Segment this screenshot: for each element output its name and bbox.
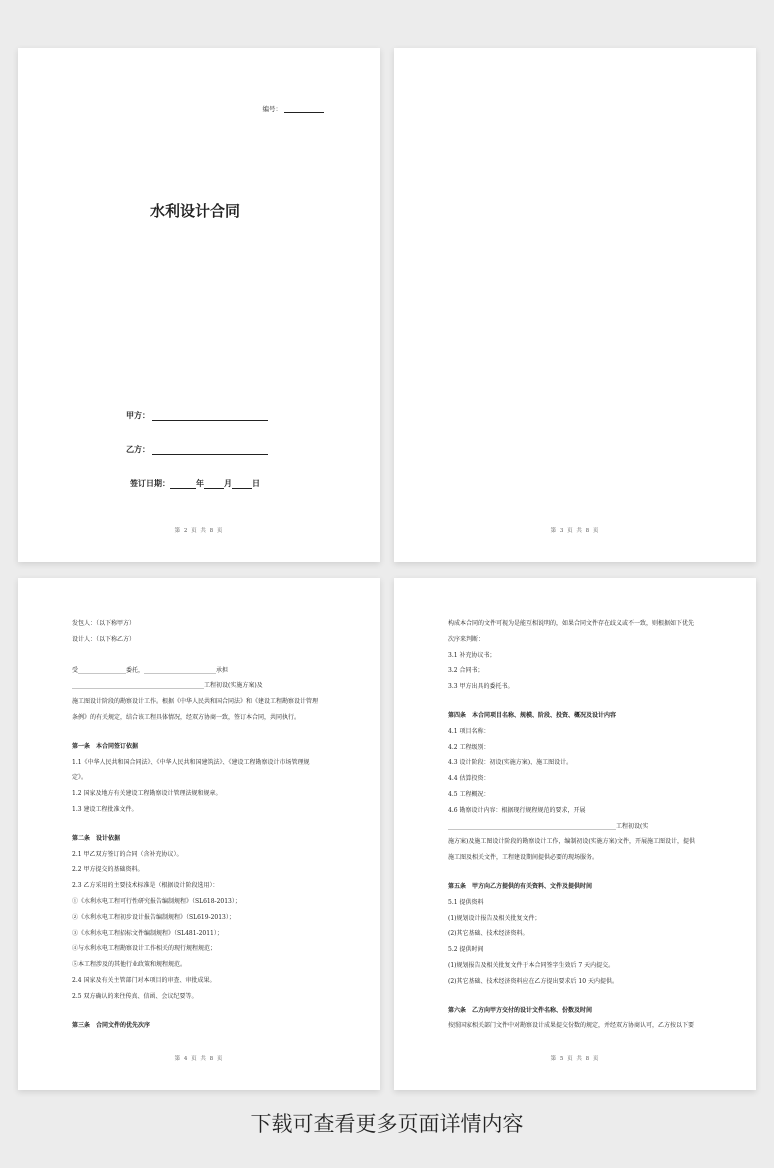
article-heading: 第二条 设计依据 (72, 834, 121, 842)
contract-title: 水利设计合同 (150, 202, 241, 220)
page-content (448, 616, 702, 1034)
cover-page (18, 48, 380, 562)
text-line: ①《水利水电工程可行性研究报告编制规程》（SL618-2013）； (72, 897, 241, 905)
party-a-label: 甲方： (126, 411, 150, 420)
contract-page-5 (394, 578, 756, 1090)
text-line: 1.1《中华人民共和国合同法》、《中华人民共和国建筑法》、《建设工程勘察设计市场管理规 (72, 758, 310, 766)
serial-blank (284, 112, 324, 113)
text-line: 4.5 工程概况： (448, 790, 490, 798)
text-line: ____________________________________________工程初设(实施方案)及 (72, 682, 263, 690)
download-caption: 下载可查看更多页面详情内容 (250, 1112, 524, 1136)
text-line: 4.6 勘察设计内容：根据现行规程规范的要求，开展 (448, 806, 586, 814)
sign-date-field (130, 478, 260, 489)
text-line: 4.1 项目名称： (448, 727, 490, 735)
text-line: 3.2 合同书； (448, 667, 484, 675)
text-line: 3.3 甲方出具的委托书。 (448, 683, 514, 691)
text-line: (1)规划报告及相关批复文件于本合同签字生效后 7 天内提交。 (448, 961, 615, 969)
text-line: 4.4 估算投资： (448, 775, 490, 783)
text-line: 2.2 甲方提交的基础资料。 (72, 866, 144, 874)
article-heading: 第五条 甲方向乙方提供的有关资料、文件及提供时间 (448, 882, 593, 890)
text-line: ________________________________________________________工程初设(实 (448, 822, 649, 830)
text-line: ④与水利水电工程勘察设计工作相关的现行规程规范； (72, 945, 217, 953)
text-line: (1)规划设计报告及相关批复文件； (448, 914, 541, 922)
watermark (101, 488, 121, 512)
blank-page (394, 48, 756, 562)
spacer (72, 648, 326, 663)
text-line: 2.5 双方确认的来往传真、信函、会议纪要等。 (72, 992, 198, 1000)
text-line: 4.3 设计阶段：初设(实施方案)、施工图设计。 (448, 759, 573, 767)
text-line: 受________________委托，________________________承担 (72, 666, 229, 674)
party-a-field (126, 410, 268, 421)
text-line: 1.3 建设工程批准文件。 (72, 805, 138, 813)
text-line: 1.2 国家及地方有关建设工程勘察设计管理法规和规章。 (72, 790, 222, 798)
article-heading: 第一条 本合同签订依据 (72, 742, 139, 750)
text-line: 4.2 工程级别： (448, 743, 490, 751)
serial-number (263, 104, 325, 113)
text-line: 构成本合同的文件可视为是能互相说明的，如果合同文件存在歧义或不一致，则根据如下优先 (448, 620, 695, 627)
article-heading: 第六条 乙方向甲方交付的设计文件名称、份数及时间 (448, 1006, 593, 1014)
article-heading: 第四条 本合同项目名称、规模、阶段、投资、概况及设计内容 (448, 711, 617, 719)
text-line: 施方案)及施工图设计阶段的勘察设计工作，编制初设(实施方案)文件，开展施工图设计，提供 (448, 838, 696, 846)
text-line: 施工图及相关文件，工程建设期间提供必要的现场服务。 (448, 854, 599, 862)
text-line: 5.1 提供资料 (448, 898, 484, 906)
text-line: 设计人：（以下称乙方） (72, 635, 136, 643)
year-blank (170, 481, 196, 489)
text-line: 2.3 乙方采用的主要技术标准是（根据设计阶段选用）： (72, 882, 219, 890)
page-footer: 第 4 页 共 8 页 (174, 1056, 224, 1062)
text-line: 3.1 补充协议书； (448, 651, 496, 659)
text-line: ⑤本工程涉及的其他行业政策和规程规范。 (72, 961, 187, 969)
year-label: 年 (196, 479, 204, 488)
text-line: ③《水利水电工程招标文件编制规程》（SL481-2011）； (72, 929, 223, 937)
party-b-label: 乙方： (126, 445, 150, 454)
page-footer: 第 2 页 共 8 页 (174, 528, 224, 534)
party-b-field (126, 444, 268, 455)
text-line: ②《水利水电工程初步设计报告编制规程》（SL619-2013）； (72, 913, 235, 921)
text-line: 定》。 (72, 774, 88, 782)
month-blank (204, 481, 224, 489)
contract-page-4 (18, 578, 380, 1090)
article-heading: 第三条 合同文件的优先次序 (72, 1021, 151, 1029)
text-line: 2.4 国家及有关主管部门对本项目的审查、审批成果。 (72, 976, 216, 984)
serial-label: 编号： (262, 105, 282, 113)
text-line: 按照国家相关部门文件中对勘察设计成果提交份数的规定，并经双方协商认可，乙方按以下要 (448, 1022, 695, 1030)
page-footer: 第 5 页 共 8 页 (550, 1056, 600, 1062)
text-line: 次序来判断： (448, 635, 485, 643)
text-line: 5.2 提供时间 (448, 946, 484, 954)
text-line: 条例》的有关规定，结合该工程具体情况，经双方协商一致，签订本合同，共同执行。 (72, 713, 301, 721)
sign-date-label: 签订日期： (130, 479, 170, 488)
day-label: 日 (252, 479, 260, 488)
text-line: (2)其它基础、技术经济资料应在乙方提出要求后 10 天内提供。 (448, 977, 618, 985)
page-footer: 第 3 页 共 8 页 (550, 528, 600, 534)
text-line: (2)其它基础、技术经济资料。 (448, 930, 529, 938)
day-blank (232, 481, 252, 489)
text-line: 2.1 甲乙双方签订的合同（含补充协议）。 (72, 850, 183, 858)
text-line: 施工图设计阶段的勘察设计工作。根据《中华人民共和国合同法》和《建设工程勘察设计管理 (72, 698, 319, 706)
page-content (72, 616, 326, 1033)
month-label: 月 (224, 479, 232, 488)
text-line: 发包人：（以下称甲方） (72, 620, 136, 627)
party-a-blank (152, 413, 268, 421)
party-b-blank (152, 447, 268, 455)
